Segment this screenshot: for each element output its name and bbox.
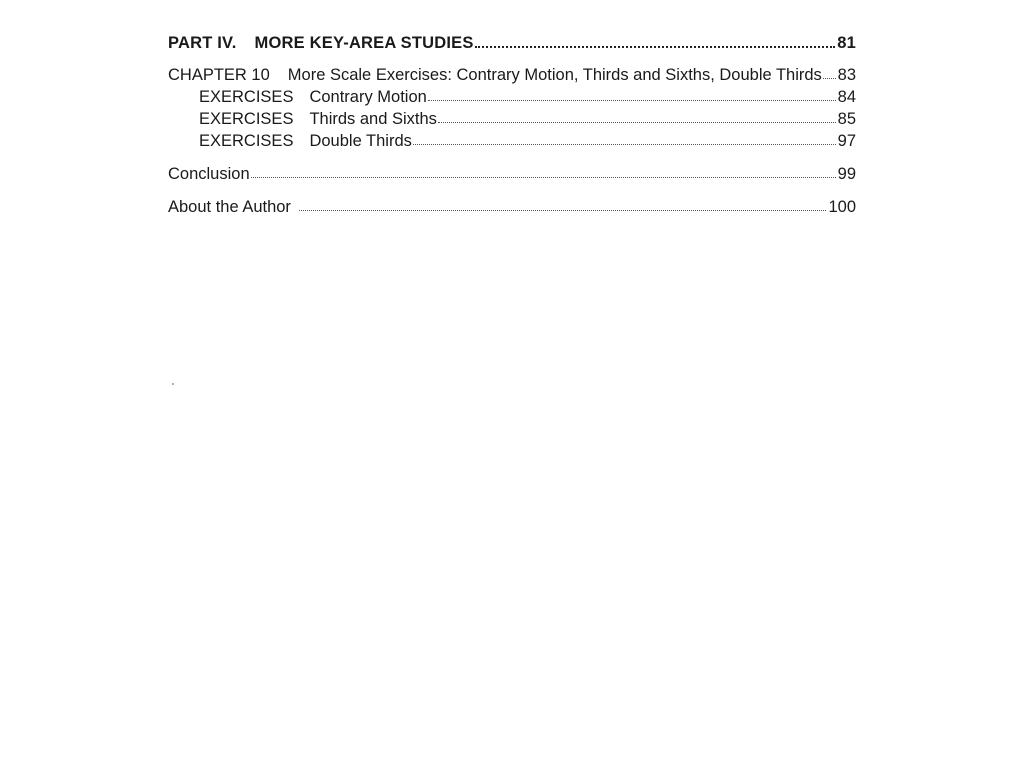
- dot-leader: [428, 88, 836, 102]
- part-title: MORE KEY-AREA STUDIES: [254, 34, 474, 52]
- dot-leader: [438, 110, 836, 124]
- exercises-label: EXERCISES: [199, 88, 294, 106]
- conclusion-title: Conclusion: [168, 165, 250, 183]
- exercises-label: EXERCISES: [199, 132, 294, 150]
- toc-entry-part-iv[interactable]: [168, 33, 856, 53]
- scan-speck: [172, 383, 174, 385]
- toc-entry-about-the-author[interactable]: [168, 197, 856, 217]
- toc-entry-exercises-contrary-motion[interactable]: [168, 87, 856, 107]
- part-label: PART IV.: [168, 34, 237, 52]
- chapter-label: CHAPTER 10: [168, 66, 270, 84]
- toc-entry-conclusion[interactable]: [168, 164, 856, 184]
- page-number: 84: [837, 88, 856, 106]
- exercises-label: EXERCISES: [199, 110, 294, 128]
- page-number: 81: [837, 34, 856, 52]
- about-title: About the Author: [168, 198, 291, 216]
- page-number: 97: [837, 132, 856, 150]
- exercise-title: Contrary Motion: [309, 88, 427, 106]
- page-number: 100: [828, 198, 856, 216]
- exercise-title: Double Thirds: [309, 132, 412, 150]
- page-number: 85: [837, 110, 856, 128]
- page-number: 99: [837, 165, 856, 183]
- dot-leader: [823, 66, 836, 80]
- exercise-title: Thirds and Sixths: [309, 110, 437, 128]
- chapter-title: More Scale Exercises: Contrary Motion, Thirds and Sixths, Double Thirds: [287, 66, 822, 84]
- dot-leader: [299, 198, 827, 212]
- toc-entry-exercises-double-thirds[interactable]: [168, 131, 856, 151]
- toc-entry-chapter-10[interactable]: [168, 65, 856, 85]
- page-number: 83: [837, 66, 856, 84]
- dot-leader: [475, 34, 836, 48]
- toc-entry-exercises-thirds-and-sixths[interactable]: [168, 109, 856, 129]
- dot-leader: [251, 165, 836, 179]
- dot-leader: [413, 132, 836, 146]
